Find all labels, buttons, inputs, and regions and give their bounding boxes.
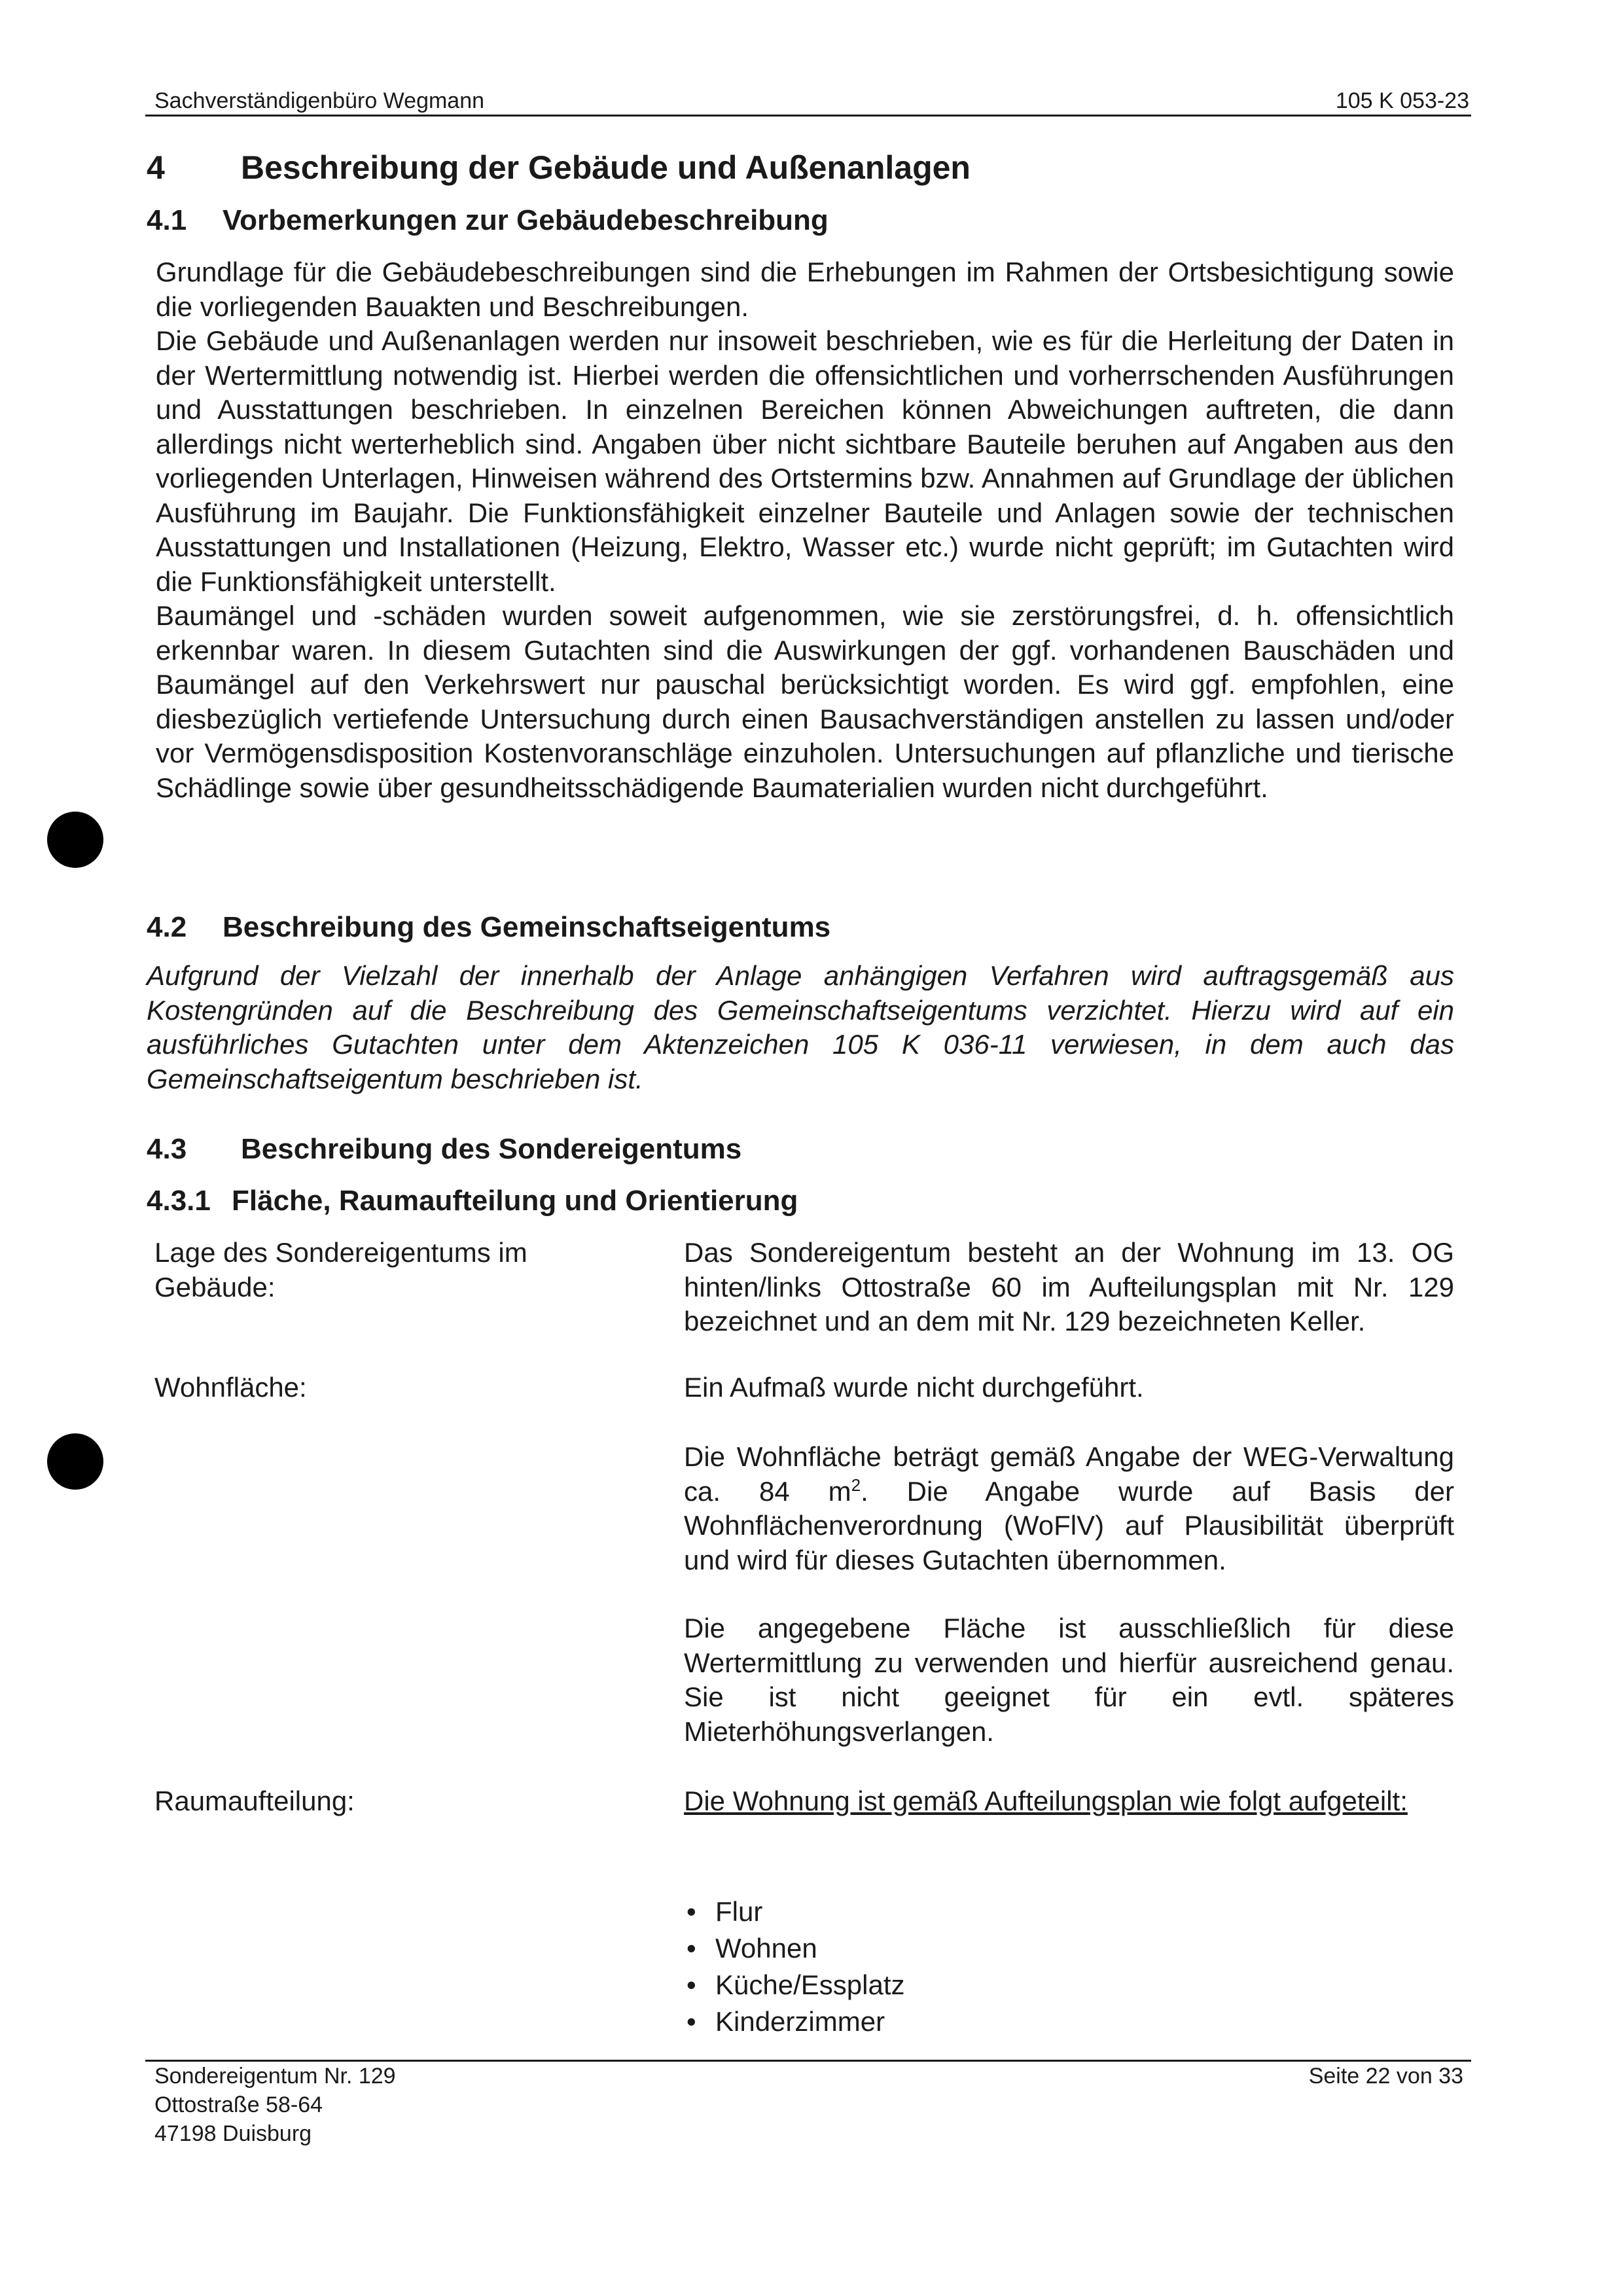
page-number: Seite 22 von 33 [1308, 2064, 1463, 2089]
footer-address [154, 2062, 396, 2148]
section-4-3-1-title: Fläche, Raumaufteilung und Orientierung [232, 1185, 798, 1217]
value-no-measurement: Ein Aufmaß wurde nicht durchgeführt. [684, 1372, 1144, 1403]
section-4-3-1-number: 4.3.1 [147, 1185, 211, 1217]
list-item: • Wohnen [684, 1930, 905, 1967]
hole-punch-lower [47, 1433, 103, 1490]
paragraph-defects: Baumängel und -schäden wurden soweit aufgenommen, wie sie zerstörungsfrei, d. h. offensichtlich erkennbar waren. In diesem Gutachten sind die Auswirkungen der ggf. vorhandenen Bauschäden und Baumängel auf den Verkehrswert nur pauschal berücksichtigt worden. Es wird ggf. empfohlen, eine diesbezüglich vertiefende Untersuchung durch einen Bausachverständigen anstellen zu lassen und/oder vor Vermögensdisposition Kostenvoranschläge einzuholen. Untersuchungen auf pflanzliche und tierische Schädlinge sowie über gesundheitsschädigende Baumaterialien wurden nicht durchgeführt. [156, 600, 1454, 803]
hole-punch-upper [47, 812, 103, 868]
section-4-number: 4 [147, 149, 165, 186]
value-room-layout-intro: Die Wohnung ist gemäß Aufteilungsplan wie folgt aufgeteilt: [684, 1785, 1408, 1816]
footer-city: 47198 Duisburg [154, 2121, 312, 2146]
header-rule [145, 115, 1471, 117]
section-4-1-title: Vorbemerkungen zur Gebäudebeschreibung [223, 204, 829, 236]
label-living-area: Wohnfläche: [154, 1372, 307, 1403]
value-living-area-superscript: 2 [851, 1475, 861, 1495]
label-location-line-1: Lage des Sondereigentums im [154, 1237, 527, 1268]
header-office-name: Sachverständigenbüro Wegmann [154, 88, 485, 113]
value-living-area-text-a: Die Wohnfläche beträgt gemäß Angabe der WEG-Verwaltung ca. 84 m [684, 1441, 1454, 1507]
list-item: • Kinderzimmer [684, 2003, 905, 2040]
label-location-line-2: Gebäude: [154, 1271, 276, 1302]
list-item: • Küche/Essplatz [684, 1967, 905, 2003]
section-4-title: Beschreibung der Gebäude und Außenanlagen [241, 149, 971, 186]
label-location [154, 1236, 652, 1304]
paragraph-basis: Grundlage für die Gebäudebeschreibungen sind die Erhebungen im Rahmen der Ortsbesichtigung sowie die vorliegenden Bauakten und Beschreibungen. [156, 257, 1454, 322]
section-4-2-title: Beschreibung des Gemeinschaftseigentums [223, 911, 831, 943]
value-area-usage-note: Die angegebene Fläche ist ausschließlich für diese Wertermittlung zu verwenden und hierfür ausreichend genau. Sie ist nicht geeignet für ein evtl. späteres Mieterhöhungsverlangen. [684, 1613, 1454, 1747]
value-living-area [684, 1440, 1454, 1577]
label-room-layout: Raumaufteilung: [154, 1785, 355, 1816]
paragraph-scope: Die Gebäude und Außenanlagen werden nur insoweit beschrieben, wie es für die Herleitung der Daten in der Wertermittlung notwendig ist. Hierbei werden die offensichtlichen und vorherrschenden Ausführungen und Ausstattungen beschrieben. In einzelnen Bereichen können Abweichungen auftreten, die dann allerdings nicht werterheblich sind. Angaben über nicht sichtbare Bauteile beruhen auf Angaben aus den vorliegenden Unterlagen, Hinweisen während des Ortstermins bzw. Annahmen auf Grundlage der üblichen Ausführung im Baujahr. Die Funktionsfähigkeit einzelner Bauteile und Anlagen sowie der technischen Ausstattungen und Installationen (Heizung, Elektro, Wasser etc.) wurde nicht geprüft; im Gutachten wird die Funktionsfähigkeit unterstellt. [156, 325, 1454, 597]
header-case-number: 105 K 053-23 [1335, 88, 1469, 113]
footer-street: Ottostraße 58-64 [154, 2092, 323, 2117]
section-4-3-number: 4.3 [147, 1133, 187, 1165]
section-4-3-title: Beschreibung des Sondereigentums [241, 1133, 742, 1165]
footer-unit: Sondereigentum Nr. 129 [154, 2064, 396, 2089]
section-4-1-number: 4.1 [147, 204, 187, 236]
room-list [684, 1893, 905, 2040]
paragraph-common-property: Aufgrund der Vielzahl der innerhalb der Anlage anhängigen Verfahren wird auftragsgemäß aus Kostengründen auf die Beschreibung des Gemeinschaftseigentums verzichtet. Hierzu wird auf ein ausführliches Gutachten unter dem Aktenzeichen 105 K 036-11 verwiesen, in dem auch das Gemeinschaftseigentum beschrieben ist. [147, 960, 1454, 1094]
value-location: Das Sondereigentum besteht an der Wohnung im 13. OG hinten/links Ottostraße 60 im Aufteilungsplan mit Nr. 129 bezeichnet und an dem mit Nr. 129 bezeichneten Keller. [684, 1237, 1454, 1336]
section-4-2-number: 4.2 [147, 911, 187, 943]
section-4-1-body [156, 255, 1454, 805]
value-living-area-text-b: . Die Angabe wurde auf Basis der Wohnflächenverordnung (WoFlV) auf Plausibilität überprüft und wird für dieses Gutachten übernommen. [684, 1475, 1454, 1575]
list-item: • Flur [684, 1893, 905, 1930]
